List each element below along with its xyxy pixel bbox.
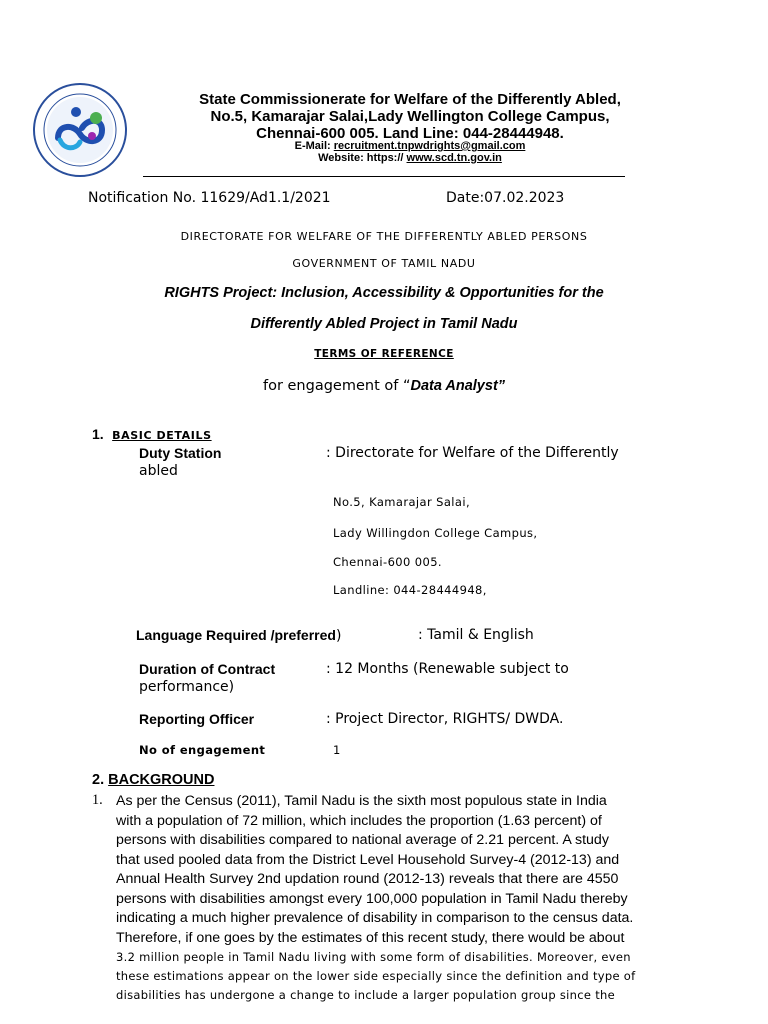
- reporting-officer-label: Reporting Officer: [139, 711, 255, 727]
- language-paren: ): [335, 628, 342, 644]
- section-heading: BACKGROUND: [108, 772, 215, 788]
- engagement-line: [0, 378, 768, 394]
- paragraph-line: As per the Census (2011), Tamil Nadu is the sixth most populous state in India: [116, 793, 607, 809]
- terms-of-reference-heading: TERMS OF REFERENCE: [314, 348, 454, 360]
- org-name: State Commissionerate for Welfare of the Differently Abled,: [199, 91, 621, 108]
- reporting-officer-value: : Project Director, RIGHTS/ DWDA.: [326, 711, 564, 727]
- background-paragraph-continued: [116, 948, 676, 1005]
- paragraph-line: Therefore, if one goes by the estimates of this recent study, there would be about: [116, 929, 625, 946]
- paragraph-number: 1.: [92, 792, 103, 808]
- org-city: Chennai-600 005. Land Line: 044-28444948.: [256, 125, 564, 142]
- email-link[interactable]: recruitment.tnpwdrights@gmail.com: [333, 140, 526, 152]
- paragraph-line: that used pooled data from the District Level Household Survey-4 (2012-13) and: [116, 851, 620, 868]
- paragraph-line: these estimations appear on the lower side especially since the definition and type of: [116, 969, 636, 983]
- engagement-prefix: for engagement of “: [262, 378, 411, 394]
- website-link[interactable]: www.scd.tn.gov.in: [406, 152, 502, 164]
- government-title: GOVERNMENT OF TAMIL NADU: [292, 257, 476, 270]
- email-label: E-Mail:: [294, 140, 334, 152]
- background-paragraph: [116, 792, 676, 948]
- paragraph-line: disabilities has undergone a change to include a larger population group since the: [116, 988, 615, 1002]
- engagement-count-label: No of engagement: [139, 743, 266, 757]
- project-title-line1: RIGHTS Project: Inclusion, Accessibility & Opportunities for the: [164, 285, 604, 301]
- org-address: No.5, Kamarajar Salai,Lady Wellington College Campus,: [210, 108, 610, 125]
- commissionerate-logo: [30, 80, 130, 180]
- address-line: No.5, Kamarajar Salai,: [333, 495, 470, 509]
- section-number: 1.: [92, 426, 104, 442]
- duty-station-value: : Directorate for Welfare of the Differently: [326, 445, 619, 461]
- address-line: Lady Willingdon College Campus,: [333, 526, 538, 540]
- section-background: [92, 772, 214, 788]
- directorate-title: DIRECTORATE FOR WELFARE OF THE DIFFERENTLY ABLED PERSONS: [180, 230, 588, 243]
- language-value: : Tamil & English: [418, 627, 534, 643]
- website-line: [130, 152, 690, 165]
- notification-date: Date:07.02.2023: [446, 190, 565, 206]
- engagement-count-value: 1: [333, 743, 341, 757]
- section-basic-details: [92, 426, 212, 444]
- website-label: Website: https://: [318, 152, 407, 164]
- section-heading: BASIC DETAILS: [112, 429, 212, 442]
- duration-wrap: performance): [139, 679, 235, 695]
- paragraph-line: 3.2 million people in Tamil Nadu living with some form of disabilities. Moreover, even: [116, 950, 631, 964]
- language-label: [136, 627, 341, 644]
- duration-label: Duration of Contract: [139, 661, 276, 677]
- language-label-text: Language Required /preferred: [136, 627, 336, 643]
- paragraph-line: persons with disabilities amongst every 100,000 population in Tamil Nadu thereby: [116, 890, 628, 907]
- paragraph-line: with a population of 72 million, which includes the proportion (1.63 percent) of: [116, 812, 602, 829]
- project-title-line2: Differently Abled Project in Tamil Nadu: [250, 316, 518, 332]
- notification-number: Notification No. 11629/Ad1.1/2021: [88, 190, 331, 206]
- duty-station-wrap: abled: [139, 463, 178, 479]
- duration-value: : 12 Months (Renewable subject to: [326, 661, 569, 677]
- paragraph-line: indicating a much higher prevalence of disability in comparison to the census data.: [116, 910, 634, 926]
- paragraph-line: persons with disabilities compared to national average of 2.21 percent. A study: [116, 832, 609, 848]
- duty-station-label: Duty Station: [139, 445, 222, 461]
- paragraph-line: Annual Health Survey 2nd updation round (2012-13) reveals that there are 4550: [116, 871, 619, 887]
- header-divider: [143, 176, 625, 177]
- section-number: 2.: [92, 772, 105, 788]
- address-line: Chennai-600 005.: [333, 555, 442, 569]
- engagement-role: Data Analyst”: [410, 378, 506, 394]
- address-line: Landline: 044-28444948,: [333, 583, 487, 597]
